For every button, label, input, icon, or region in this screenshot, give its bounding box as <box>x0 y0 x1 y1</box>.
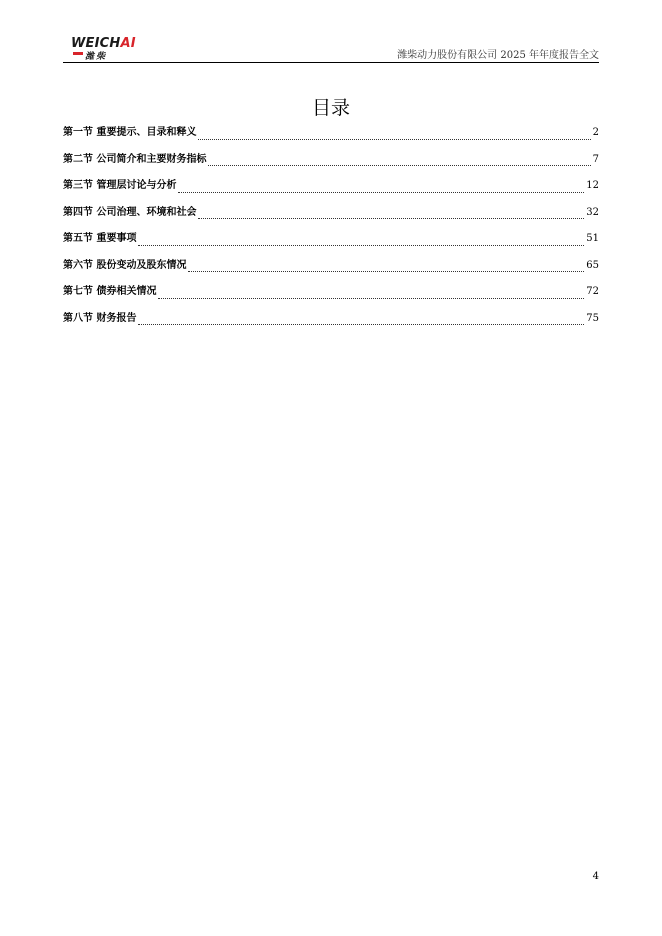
toc-entry-page: 32 <box>586 206 599 218</box>
toc-leader-dots <box>198 217 584 219</box>
toc-entry[interactable] <box>63 259 599 286</box>
toc-leader-dots <box>198 138 590 140</box>
toc-entry[interactable] <box>63 206 599 233</box>
toc-entry-page: 2 <box>592 127 599 138</box>
toc-leader-dots <box>158 297 584 299</box>
toc-leader-dots <box>178 191 584 193</box>
toc-entry-label: 第四节 公司治理、环境和社会 <box>63 206 197 218</box>
toc-leader-dots <box>208 164 590 166</box>
toc-leader-dots <box>188 270 584 272</box>
page-header <box>63 36 599 63</box>
toc-entry-page: 7 <box>592 153 599 165</box>
toc-entry-label: 第三节 管理层讨论与分析 <box>63 180 177 191</box>
toc-entry[interactable] <box>63 285 599 312</box>
toc-entry-label: 第八节 财务报告 <box>63 312 137 324</box>
logo-wordmark-main: WEICH <box>71 36 121 51</box>
toc-entry-label: 第二节 公司简介和主要财务指标 <box>63 153 207 165</box>
weichai-logo <box>71 36 141 60</box>
logo-chinese: 潍柴 <box>85 52 108 62</box>
toc-entry[interactable] <box>63 312 599 339</box>
toc-entry[interactable] <box>63 232 599 259</box>
toc-entry[interactable] <box>63 179 599 206</box>
toc-entry[interactable] <box>63 153 599 180</box>
toc-entry-label: 第五节 重要事项 <box>63 233 137 244</box>
toc-entry[interactable] <box>63 126 599 153</box>
page-number: 4 <box>592 871 599 882</box>
logo-wordmark-accent: AI <box>120 36 136 51</box>
toc-entry-label: 第七节 债券相关情况 <box>63 286 157 297</box>
report-title: 潍柴动力股份有限公司 2025 年年度报告全文 <box>397 50 599 61</box>
toc-entry-label: 第一节 重要提示、目录和释义 <box>63 127 197 138</box>
toc-entry-page: 72 <box>586 286 599 297</box>
table-of-contents <box>63 126 599 338</box>
toc-leader-dots <box>138 323 584 325</box>
toc-entry-page: 12 <box>586 180 599 191</box>
toc-title: 目录 <box>311 97 350 119</box>
toc-entry-label: 第六节 股份变动及股东情况 <box>63 259 187 271</box>
toc-entry-page: 65 <box>586 259 599 271</box>
logo-bar-icon <box>73 52 83 55</box>
toc-entry-page: 51 <box>586 233 599 244</box>
toc-entry-page: 75 <box>586 312 599 324</box>
toc-leader-dots <box>138 244 584 246</box>
